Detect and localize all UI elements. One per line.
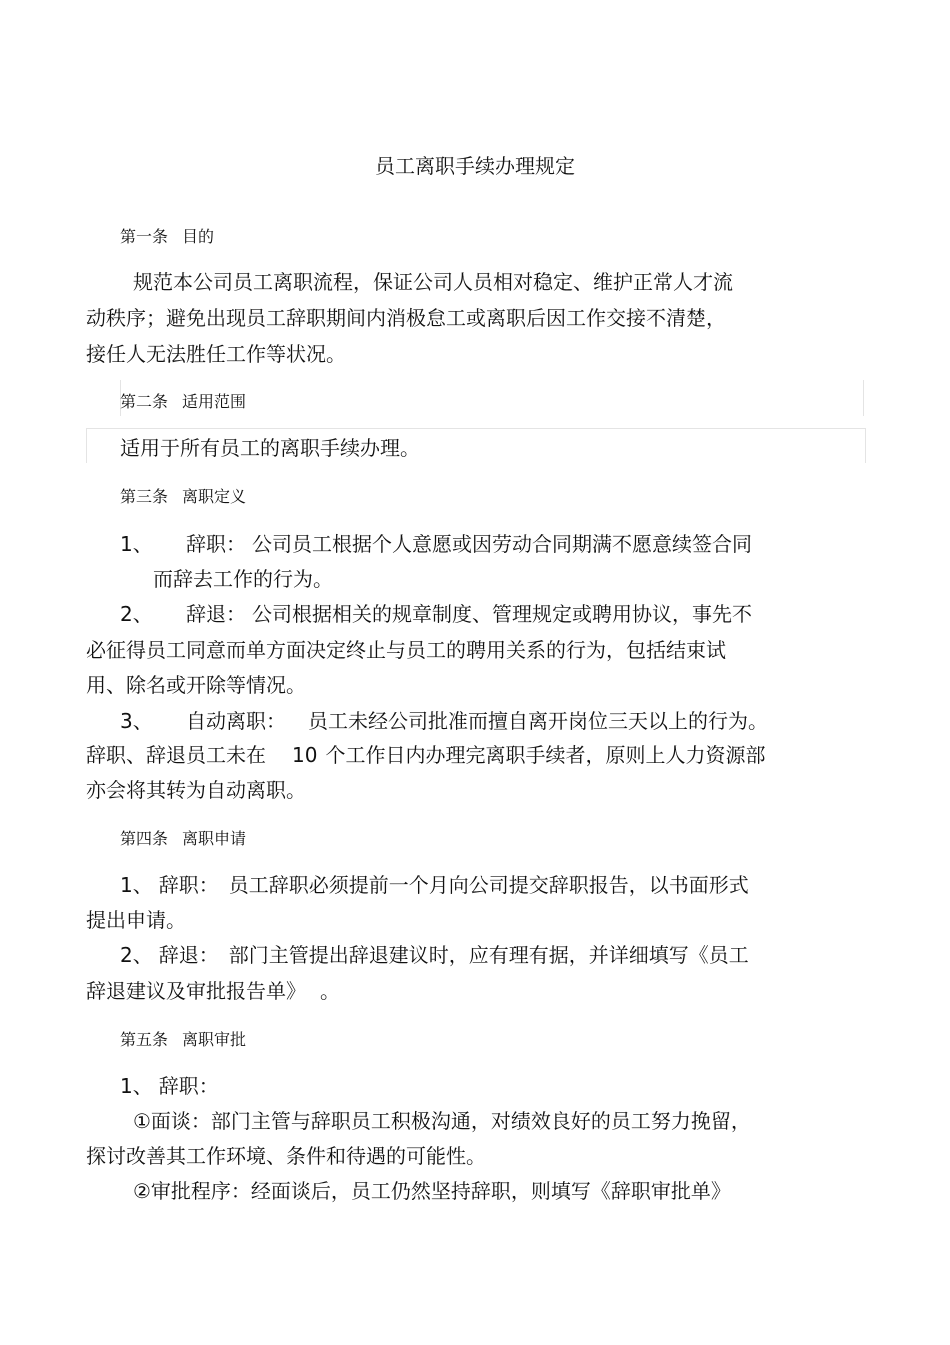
section-2-heading [120, 391, 246, 413]
section-4-number: 第四条 [120, 829, 169, 848]
definition-item-1-cont: 而辞去工作的行为。 [153, 567, 333, 591]
application-item-2-cont [86, 977, 340, 1005]
section-4-heading [120, 828, 246, 850]
section-2-name: 适用范围 [182, 392, 247, 411]
application-item-2 [120, 941, 749, 969]
section-3-heading [120, 486, 246, 508]
section-1-line-2: 动秩序；避免出现员工辞职期间内消极怠工或离职后因工作交接不清楚， [86, 306, 726, 330]
item-marker: 3、 [120, 709, 153, 733]
item-first-line: 员工未经公司批准而擅自离开岗位三天以上的行为。 [308, 709, 768, 733]
definition-item-2 [120, 600, 153, 628]
item-marker: 1、 [120, 873, 153, 897]
text-part: 。 [320, 979, 340, 1003]
item-marker: 1、 [120, 532, 153, 556]
section-1-number: 第一条 [120, 227, 169, 246]
section-2-line-1: 适用于所有员工的离职手续办理。 [120, 436, 420, 460]
table-border-right [863, 380, 864, 416]
application-item-1-cont: 提出申请。 [86, 908, 186, 932]
item-marker: 1、 [120, 1074, 153, 1098]
text-part: 个工作日内办理完离职手续者，原则上人力资源部 [325, 743, 766, 767]
approval-sub-1-cont: 探讨改善其工作环境、条件和待遇的可能性。 [86, 1144, 486, 1168]
document-title: 员工离职手续办理规定 [375, 154, 575, 178]
definition-item-1 [120, 530, 153, 558]
text-part: 辞退建议及审批报告单》 [86, 979, 306, 1003]
definition-item-2-text [186, 600, 752, 628]
item-label: 辞退： [186, 602, 246, 626]
definition-item-2-cont-2: 用、除名或开除等情况。 [86, 673, 306, 697]
item-label: 自动离职： [186, 709, 286, 733]
item-first-line: 公司员工根据个人意愿或因劳动合同期满不愿意续签合同 [252, 532, 752, 556]
section-5-name: 离职审批 [182, 1030, 247, 1049]
approval-sub-2: ②审批程序：经面谈后，员工仍然坚持辞职，则填写《辞职审批单》 [133, 1179, 731, 1203]
section-1-line-1: 规范本公司员工离职流程，保证公司人员相对稳定、维护正常人才流 [133, 270, 733, 294]
item-first-line: 公司根据相关的规章制度、管理规定或聘用协议，事先不 [252, 602, 752, 626]
section-3-name: 离职定义 [182, 487, 247, 506]
item-marker: 2、 [120, 602, 153, 626]
approval-item-1 [120, 1072, 219, 1100]
definition-item-2-cont-1: 必征得员工同意而单方面决定终止与员工的聘用关系的行为，包括结束试 [86, 638, 726, 662]
days-number: 10 [292, 743, 318, 767]
definition-item-3-cont-1 [86, 741, 765, 769]
section-1-line-3: 接任人无法胜任工作等状况。 [86, 342, 346, 366]
section-3-number: 第三条 [120, 487, 169, 506]
item-label: 辞职： [158, 873, 219, 897]
definition-item-3-cont-2: 亦会将其转为自动离职。 [86, 778, 306, 802]
section-5-number: 第五条 [120, 1030, 169, 1049]
item-marker: 2、 [120, 943, 153, 967]
section-5-heading [120, 1029, 246, 1051]
application-item-1 [120, 871, 749, 899]
approval-sub-1: ①面谈：部门主管与辞职员工积极沟通，对绩效良好的员工努力挽留， [133, 1109, 751, 1133]
section-1-name: 目的 [182, 227, 215, 246]
definition-item-3-text [186, 707, 768, 735]
section-1-heading [120, 226, 214, 248]
section-2-number: 第二条 [120, 392, 169, 411]
item-first-line: 部门主管提出辞退建议时，应有理有据，并详细填写《员工 [228, 943, 749, 967]
definition-item-3 [120, 707, 153, 735]
section-4-name: 离职申请 [182, 829, 247, 848]
item-label: 辞退： [158, 943, 219, 967]
text-part: 辞职、辞退员工未在 [86, 743, 266, 767]
item-label: 辞职： [158, 1074, 219, 1098]
item-first-line: 员工辞职必须提前一个月向公司提交辞职报告，以书面形式 [228, 873, 749, 897]
item-label: 辞职： [186, 532, 246, 556]
definition-item-1-text [186, 530, 752, 558]
